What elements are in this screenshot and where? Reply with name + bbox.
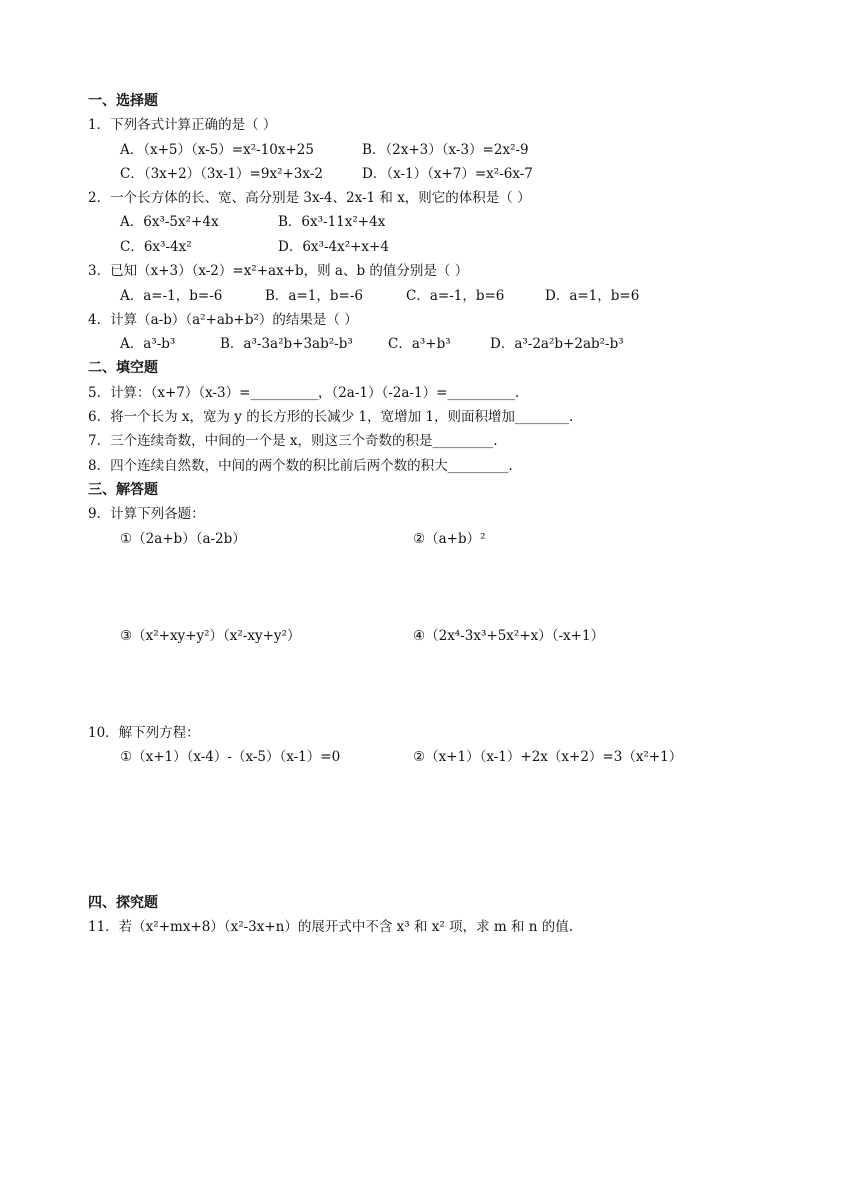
question-10-part-1: ①（x+1）（x-4）-（x-5）（x-1）=0 xyxy=(120,749,341,765)
question-11: 11．若（x²+mx+8）（x²-3x+n）的展开式中不含 x³ 和 x² 项，求 m 和 n 的值. xyxy=(88,919,574,935)
question-2-option-c: C．6x³-4x² xyxy=(120,239,192,255)
question-3-option-a: A．a=-1，b=-6 xyxy=(120,288,223,304)
question-9-part-3: ③（x²+xy+y²）（x²-xy+y²） xyxy=(120,628,301,644)
question-10-part-2: ②（x+1）（x-1）+2x（x+2）=3（x²+1） xyxy=(413,749,683,765)
question-1-stem: 1．下列各式计算正确的是（ ） xyxy=(88,117,277,133)
question-1-option-a: A．（x+5）（x-5）=x²-10x+25 xyxy=(120,142,314,158)
question-3-stem: 3．已知（x+3）（x-2）=x²+ax+b，则 a、b 的值分别是（ ） xyxy=(88,263,469,279)
question-5: 5．计算：（x+7）（x-3）=__________，（2a-1）（-2a-1）=__________. xyxy=(88,385,520,401)
question-9-stem: 9．计算下列各题： xyxy=(88,506,205,522)
question-3-option-b: B．a=1，b=-6 xyxy=(265,288,363,304)
question-1-option-d: D．（x-1）（x+7）=x²-6x-7 xyxy=(362,166,533,182)
question-1-option-c: C．（3x+2）（3x-1）=9x²+3x-2 xyxy=(120,166,323,182)
section-heading-choice: 一、选择题 xyxy=(88,93,158,109)
question-3-option-d: D．a=1，b=6 xyxy=(545,288,640,304)
question-4-stem: 4．计算（a-b）（a²+ab+b²）的结果是（ ） xyxy=(88,312,358,328)
question-9-part-4: ④（2x⁴-3x³+5x²+x）（-x+1） xyxy=(413,628,605,644)
question-7: 7．三个连续奇数，中间的一个是 x，则这三个奇数的积是_________. xyxy=(88,433,498,449)
question-10-stem: 10．解下列方程： xyxy=(88,725,200,741)
section-heading-solve: 三、解答题 xyxy=(88,482,158,498)
question-6: 6．将一个长为 x，宽为 y 的长方形的长减少 1，宽增加 1，则面积增加________. xyxy=(88,409,574,425)
question-4-option-d: D．a³-2a²b+2ab²-b³ xyxy=(490,336,624,352)
question-2-option-b: B．6x³-11x²+4x xyxy=(278,214,386,230)
question-4-option-a: A．a³-b³ xyxy=(120,336,176,352)
section-heading-explore: 四、探究题 xyxy=(88,895,158,911)
question-4-option-b: B．a³-3a²b+3ab²-b³ xyxy=(220,336,353,352)
question-9-part-2: ②（a+b）² xyxy=(413,531,486,547)
question-4-option-c: C．a³+b³ xyxy=(388,336,451,352)
question-2-option-a: A．6x³-5x²+4x xyxy=(120,214,219,230)
question-3-option-c: C．a=-1，b=6 xyxy=(406,288,505,304)
question-9-part-1: ①（2a+b）（a-2b） xyxy=(120,531,246,547)
section-heading-fill: 二、填空题 xyxy=(88,360,158,376)
question-1-option-b: B．（2x+3）（x-3）=2x²-9 xyxy=(362,142,529,158)
question-2-option-d: D．6x³-4x²+x+4 xyxy=(278,239,389,255)
question-2-stem: 2．一个长方体的长、宽、高分别是 3x-4、2x-1 和 x，则它的体积是（ ） xyxy=(88,190,531,206)
question-8: 8．四个连续自然数，中间的两个数的积比前后两个数的积大_________. xyxy=(88,458,513,474)
